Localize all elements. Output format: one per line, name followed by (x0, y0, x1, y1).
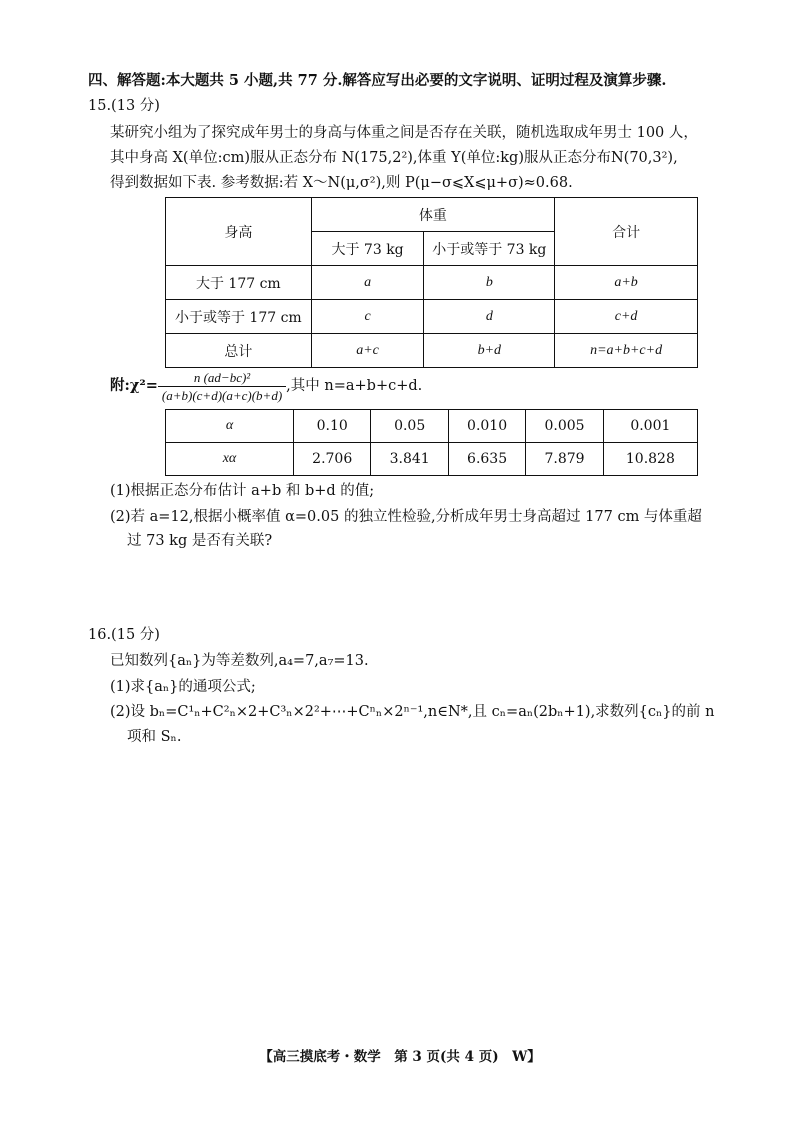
q15-number: 15.(13 分) (88, 98, 160, 114)
cell: 2.706 (294, 443, 371, 476)
formula-denominator: (a+b)(c+d)(a+c)(b+d) (161, 387, 283, 403)
formula-suffix: ,其中 n=a+b+c+d. (286, 378, 423, 394)
q15-line1: 某研究小组为了探究成年男士的身高与体重之间是否存在关联，随机选取成年男士 100 人， (110, 125, 698, 141)
table-row (166, 266, 698, 300)
q16-number: 16.(15 分) (88, 627, 160, 643)
row-label: 总计 (166, 334, 312, 368)
q16-line1: 已知数列{aₙ}为等差数列,a₄=7,a₇=13. (110, 653, 369, 669)
sub-header-le73: 小于或等于 73 kg (424, 232, 555, 266)
chi-square-formula (110, 368, 422, 404)
cell: 3.841 (371, 443, 448, 476)
cell: 0.05 (371, 410, 448, 443)
row-label: 大于 177 cm (166, 266, 312, 300)
cell: a+c (311, 334, 424, 368)
cell: 6.635 (448, 443, 525, 476)
cell: a (311, 266, 424, 300)
page-footer: 【高三摸底考・数学 第 3 页(共 4 页) W】 (259, 1049, 541, 1065)
formula-numerator: n (ad−bc)² (158, 369, 286, 387)
q16-part2-line2: 项和 Sₙ. (127, 729, 182, 745)
section-header: 四、解答题:本大题共 5 小题,共 77 分.解答应写出必要的文字说明、证明过程及演算步骤. (88, 72, 667, 89)
cell: 0.005 (526, 410, 603, 443)
cell: 7.879 (526, 443, 603, 476)
formula-fraction (158, 369, 286, 404)
q15-line2: 其中身高 X(单位:cm)服从正态分布 N(175,2²),体重 Y(单位:kg)服从正态分布N(70,3²), (110, 150, 678, 166)
cell: b (424, 266, 555, 300)
row-label: 小于或等于 177 cm (166, 300, 312, 334)
cell: c (311, 300, 424, 334)
q15-line3: 得到数据如下表. 参考数据:若 X～N(μ,σ²),则 P(μ−σ⩽X⩽μ+σ)≈0.68. (110, 175, 573, 191)
formula-prefix: 附:χ²= (110, 377, 158, 394)
cell: c+d (555, 300, 698, 334)
table-row (166, 300, 698, 334)
alpha-label: α (166, 410, 294, 443)
cell: n=a+b+c+d (555, 334, 698, 368)
q15-part2-line2: 过 73 kg 是否有关联? (127, 533, 273, 549)
table-row (166, 410, 698, 443)
header-weight: 体重 (311, 198, 554, 232)
cell: a+b (555, 266, 698, 300)
critical-value-table (165, 409, 698, 476)
q15-part1: (1)根据正态分布估计 a+b 和 b+d 的值; (110, 483, 375, 499)
height-weight-table (165, 197, 698, 368)
q15-part2-line1: (2)若 a=12,根据小概率值 α=0.05 的独立性检验,分析成年男士身高超过 177 cm 与体重超 (110, 509, 702, 525)
cell: 0.010 (448, 410, 525, 443)
sub-header-gt73: 大于 73 kg (311, 232, 424, 266)
table-row (166, 334, 698, 368)
cell: 0.10 (294, 410, 371, 443)
q16-part2-line1: (2)设 bₙ=C¹ₙ+C²ₙ×2+C³ₙ×2²+⋯+Cⁿₙ×2ⁿ⁻¹,n∈N*,且 cₙ=aₙ(2bₙ+1),求数列{cₙ}的前 n (110, 704, 715, 720)
header-total: 合计 (555, 198, 698, 266)
table-row (166, 443, 698, 476)
cell: 10.828 (603, 443, 697, 476)
cell: d (424, 300, 555, 334)
q16-part1: (1)求{aₙ}的通项公式; (110, 679, 256, 695)
cell: 0.001 (603, 410, 697, 443)
x-alpha-label: xα (166, 443, 294, 476)
cell: b+d (424, 334, 555, 368)
header-height: 身高 (166, 198, 312, 266)
